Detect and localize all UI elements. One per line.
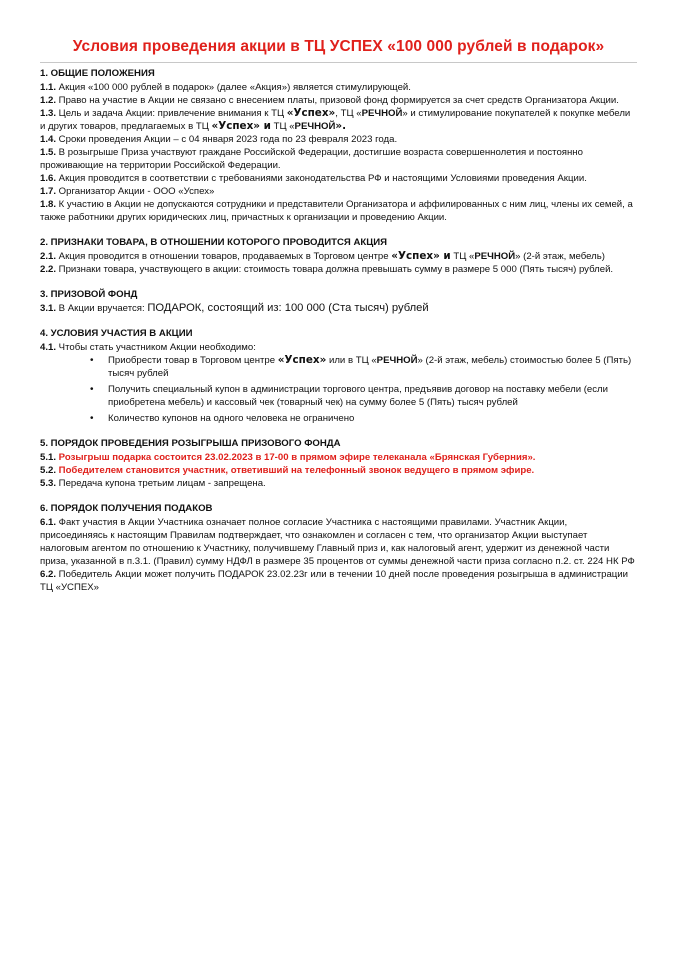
brand-uspekh: «Успех» xyxy=(286,107,336,119)
clause-1-4 xyxy=(40,133,637,146)
clause-text: К участию в Акции не допускаются сотрудники и представители Организатора и аффилированных с ним лиц, члены их семей, а также работники других юридических лиц, причастных к организации и проведению Акции. xyxy=(40,199,633,223)
clause-text: Факт участия в Акции Участника означает полное согласие Участника с настоящими правилами. Участник Акции, присоединяясь к настоящим Правилам подтверждает, что ознакомлен и согласен с тем, что организатор Акции выступает налоговым агентом по отношению к Участнику, получившему Главный приз и, как налоговый агент, удержит из денежной части приза, указанной в п.3.1. (Правил) сумму НДФЛ в размере 35 процентов от суммы денежной части приза согласно п.2. ст. 224 НК РФ xyxy=(40,517,635,567)
clause-number: 5.1. xyxy=(40,452,57,463)
clause-number: 1.8. xyxy=(40,199,57,210)
item-text: Количество купонов на одного человека не ограничено xyxy=(108,413,355,424)
clause-1-2 xyxy=(40,94,637,107)
brand-rechnoy: РЕЧНОЙ xyxy=(474,251,516,262)
section-title: 3. ПРИЗОВОЙ ФОНД xyxy=(40,289,138,300)
clause-text: Организатор Акции - ООО «Успех» xyxy=(56,186,215,197)
brand-uspekh: «Успех» и xyxy=(211,120,271,132)
clause-text: Признаки товара, участвующего в акции: стоимость товара должна превышать сумму в размере 5 000 (Пять тысяч) рублей. xyxy=(56,264,614,275)
list-item xyxy=(108,383,637,409)
clause-5-1 xyxy=(40,451,637,464)
prize-description: ПОДАРОК, состоящий из: 100 000 (Ста тысяч) рублей xyxy=(147,302,429,314)
clause-text: , ТЦ « xyxy=(335,108,362,119)
clause-text-highlight: Победителем становится участник, ответивший на телефонный звонок ведущего в прямом эфире. xyxy=(56,465,535,476)
clause-text: » и стимулирование покупателей к покупке мебели и других товаров, предлагаемых в ТЦ xyxy=(40,108,631,132)
clause-text: Акция «100 000 рублей в подарок» (далее «Акция») является стимулирующей. xyxy=(56,82,411,93)
clause-text-highlight: Розыгрыш подарка состоится 23.02.2023 в 17-00 в прямом эфире телеканала «Брянская Губерния». xyxy=(56,452,536,463)
clause-text: Право на участие в Акции не связано с внесением платы, призовой фонд формируется за счет средств Организатора Акции. xyxy=(56,95,619,106)
section-draw-procedure xyxy=(40,437,637,490)
section-product-criteria xyxy=(40,236,637,276)
clause-number: 1.4. xyxy=(40,134,57,145)
list-item xyxy=(108,354,637,380)
item-text: Получить специальный купон в администрации торгового центра, предъявив договор на поставку мебели (если приобретена мебель) и кассовый чек (товарный чек) на сумму более 5 (Пять) тысяч рублей xyxy=(108,384,608,408)
clause-text: В Акции вручается: xyxy=(56,303,148,314)
clause-4-1 xyxy=(40,341,637,354)
clause-1-5 xyxy=(40,146,637,172)
brand-uspekh: «Успех» xyxy=(277,354,327,366)
clause-1-7 xyxy=(40,185,637,198)
clause-text: В розыгрыше Приза участвуют граждане Российской Федерации, достигшие возраста совершеннолетия и постоянно проживающие на территории Российской Федерации. xyxy=(40,147,583,171)
clause-number: 2.2. xyxy=(40,264,57,275)
document-title: Условия проведения акции в ТЦ УСПЕХ «100 000 рублей в подарок» xyxy=(72,38,605,55)
clause-text: ТЦ « xyxy=(450,251,475,262)
clause-2-1 xyxy=(40,250,637,263)
clause-number: 2.1. xyxy=(40,251,57,262)
clause-number: 3.1. xyxy=(40,303,57,314)
section-participation-conditions xyxy=(40,327,637,425)
clause-text: Акция проводится в соответствии с требованиями законодательства РФ и настоящими Условиями проведения Акции. xyxy=(56,173,587,184)
clause-text: Победитель Акции может получить ПОДАРОК 23.02.23г или в течении 10 дней после проведения розыгрыша в администрации ТЦ «УСПЕХ» xyxy=(40,569,629,593)
clause-3-1 xyxy=(40,302,637,315)
clause-number: 1.3. xyxy=(40,108,57,119)
clause-text: Акция проводится в отношении товаров, продаваемых в Торговом центре xyxy=(56,251,392,262)
clause-number: 1.2. xyxy=(40,95,57,106)
item-text: » (2-й этаж, мебель) стоимостью более 5 (Пять) тысяч рублей xyxy=(108,355,632,379)
clause-5-2 xyxy=(40,464,637,477)
item-text: или в ТЦ « xyxy=(326,355,377,366)
clause-number: 1.6. xyxy=(40,173,57,184)
clause-number: 5.3. xyxy=(40,478,57,489)
clause-text: Сроки проведения Акции – с 04 января 2023 года по 23 февраля 2023 года. xyxy=(56,134,398,145)
section-title: 6. ПОРЯДОК ПОЛУЧЕНИЯ ПОДАКОВ xyxy=(40,503,213,514)
clause-text: Передача купона третьим лицам - запрещена. xyxy=(56,478,266,489)
clause-text: Цель и задача Акции: привлечение внимания к ТЦ xyxy=(56,108,287,119)
clause-number: 4.1. xyxy=(40,342,57,353)
clause-1-8 xyxy=(40,198,637,224)
clause-6-2 xyxy=(40,568,637,594)
clause-text: Чтобы стать участником Акции необходимо: xyxy=(56,342,256,353)
clause-1-3 xyxy=(40,107,637,133)
section-title: 5. ПОРЯДОК ПРОВЕДЕНИЯ РОЗЫГРЫША ПРИЗОВОГО ФОНДА xyxy=(40,438,341,449)
title-divider xyxy=(40,62,637,63)
clause-6-1 xyxy=(40,516,637,568)
list-item xyxy=(108,412,637,425)
section-prize-receipt xyxy=(40,502,637,594)
item-text: Приобрести товар в Торговом центре xyxy=(108,355,278,366)
section-title: 2. ПРИЗНАКИ ТОВАРА, В ОТНОШЕНИИ КОТОРОГО ПРОВОДИТСЯ АКЦИЯ xyxy=(40,237,388,248)
brand-uspekh: «Успех» и xyxy=(391,250,451,262)
section-title: 1. ОБЩИЕ ПОЛОЖЕНИЯ xyxy=(40,68,155,79)
clause-number: 6.1. xyxy=(40,517,57,528)
clause-1-1 xyxy=(40,81,637,94)
brand-rechnoy: РЕЧНОЙ xyxy=(361,108,403,119)
clause-text: ». xyxy=(335,120,347,132)
clause-text: ТЦ « xyxy=(270,121,295,132)
clause-number: 1.5. xyxy=(40,147,57,158)
clause-number: 1.1. xyxy=(40,82,57,93)
brand-rechnoy: РЕЧНОЙ xyxy=(294,121,336,132)
clause-number: 6.2. xyxy=(40,569,57,580)
brand-rechnoy: РЕЧНОЙ xyxy=(376,355,418,366)
section-title: 4. УСЛОВИЯ УЧАСТИЯ В АКЦИИ xyxy=(40,328,193,339)
clause-1-6 xyxy=(40,172,637,185)
clause-number: 5.2. xyxy=(40,465,57,476)
clause-text: » (2-й этаж, мебель) xyxy=(515,251,605,262)
section-general-provisions xyxy=(40,67,637,224)
clause-2-2 xyxy=(40,263,637,276)
clause-5-3 xyxy=(40,477,637,490)
section-prize-fund xyxy=(40,288,637,315)
clause-number: 1.7. xyxy=(40,186,57,197)
conditions-list xyxy=(40,354,637,425)
